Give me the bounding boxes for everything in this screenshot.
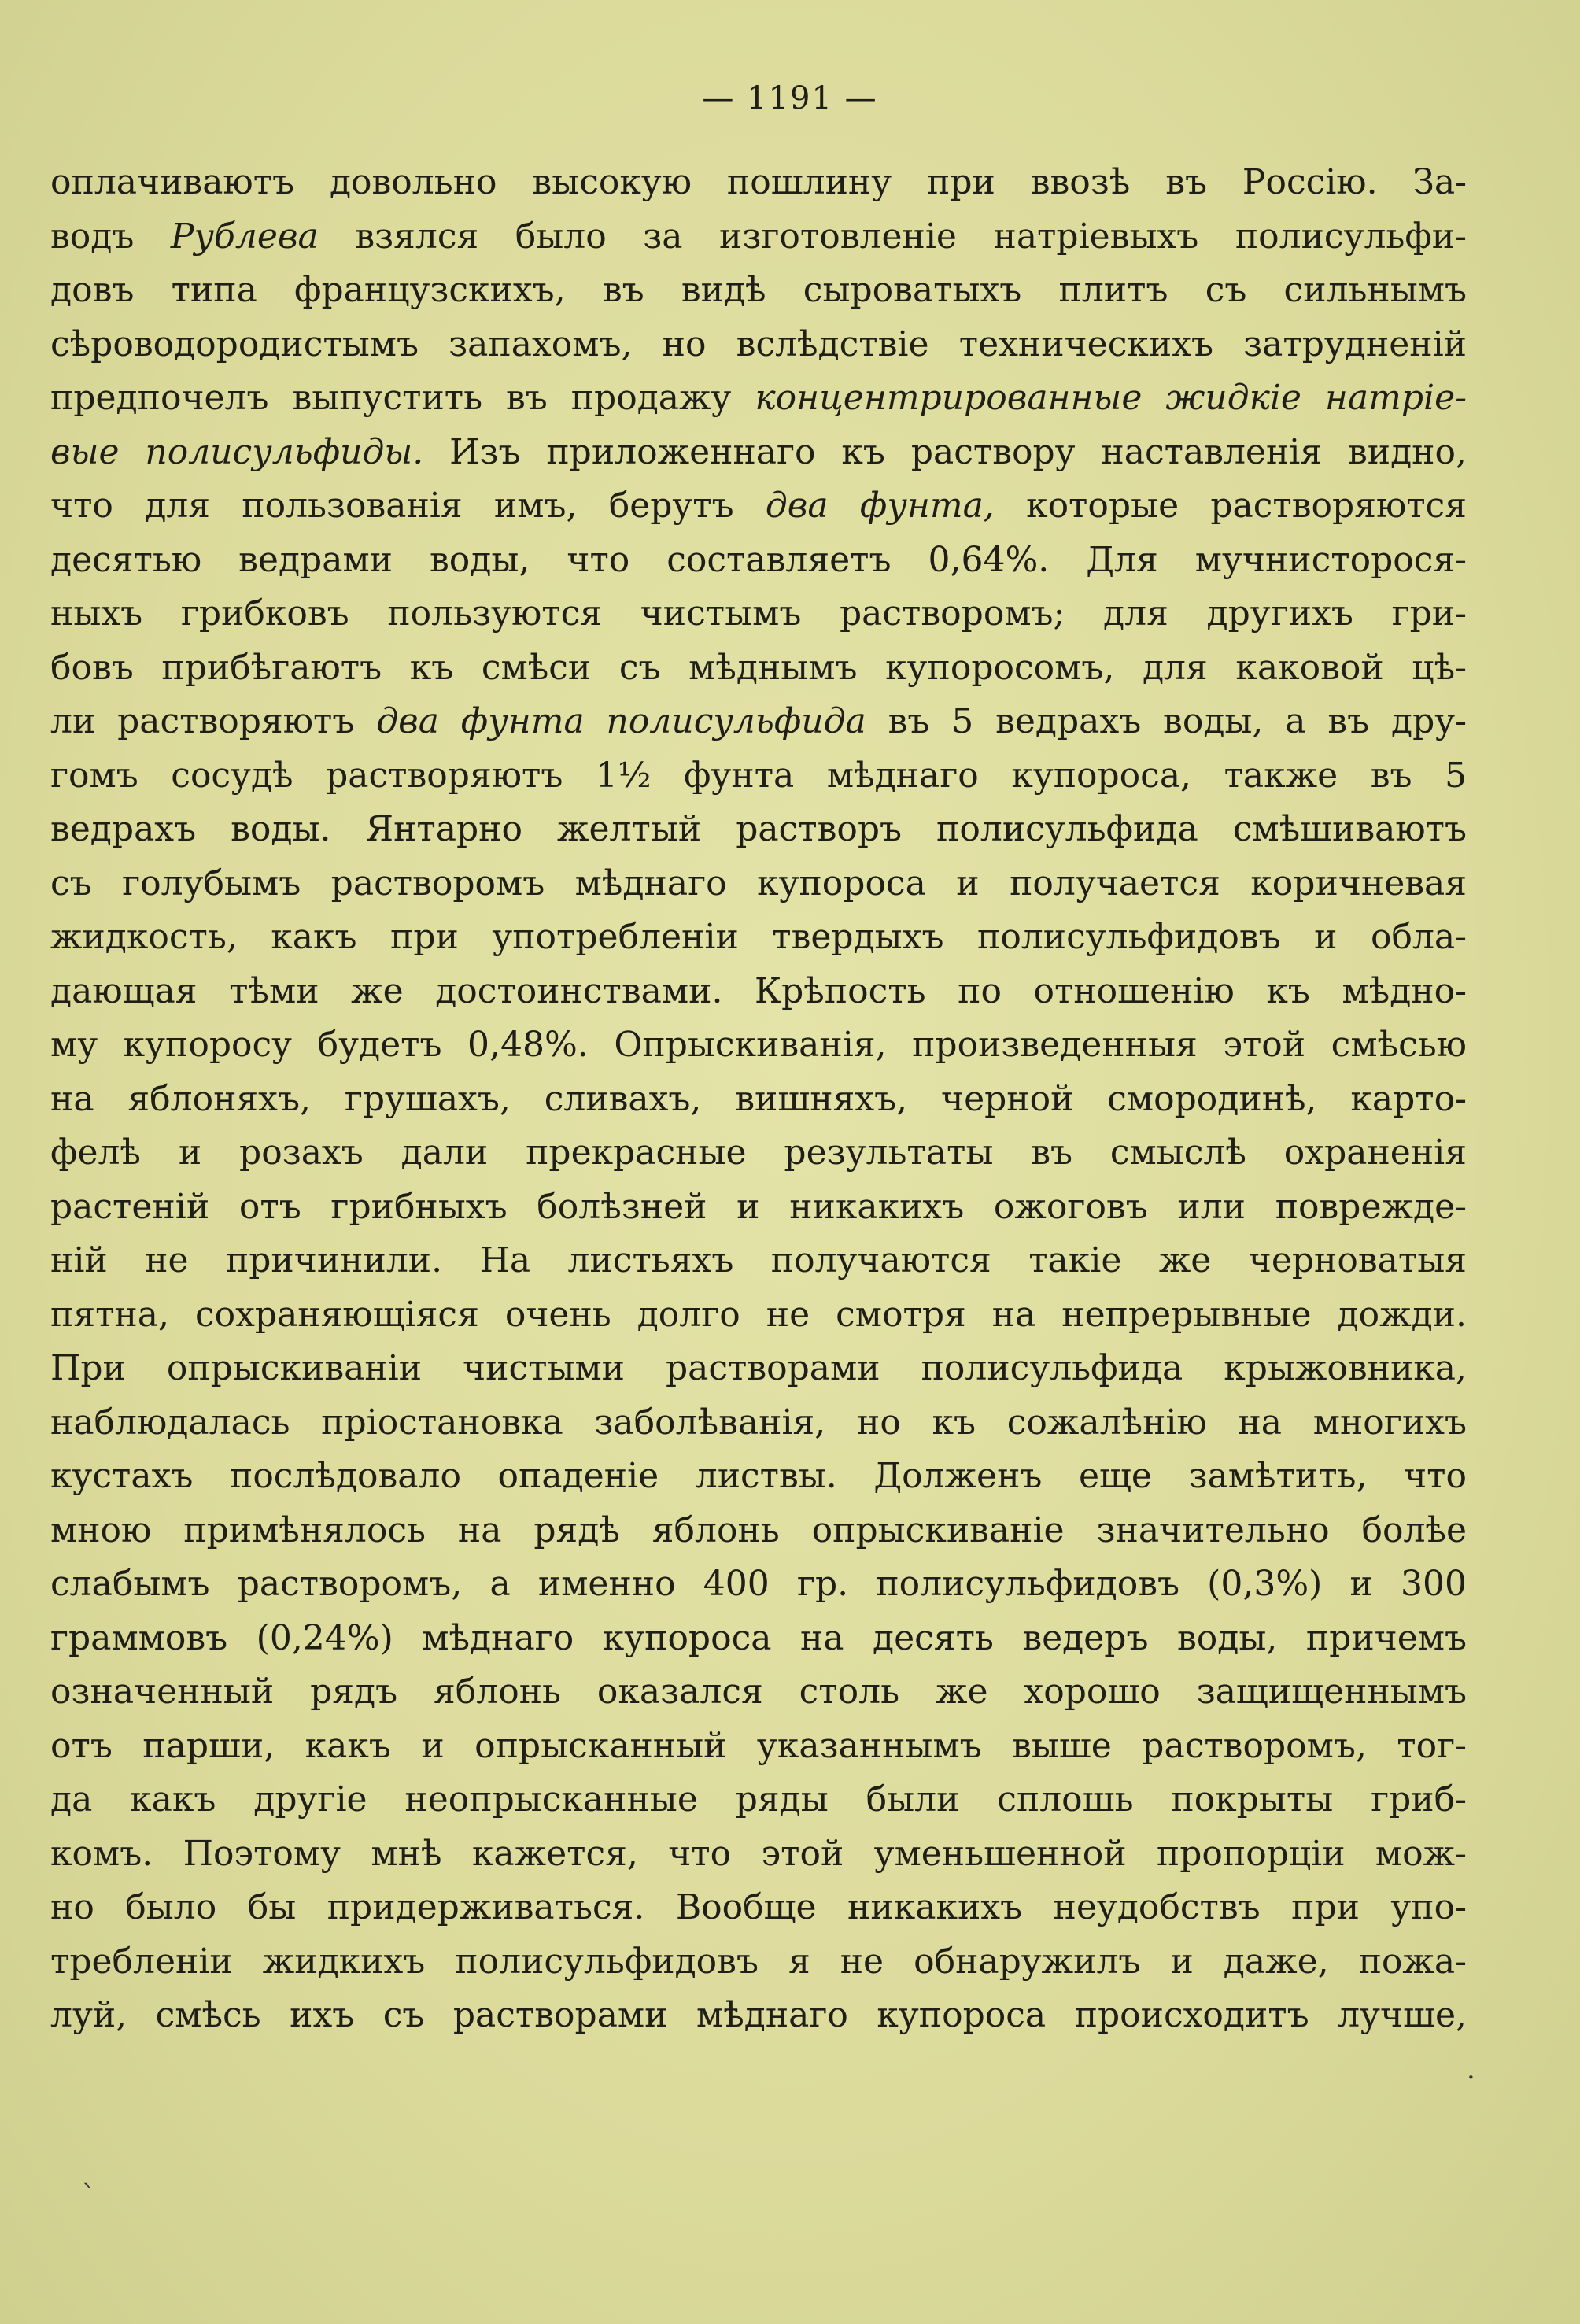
text-line [50,857,1467,911]
text-line [50,1288,1467,1343]
text-line [50,1504,1467,1558]
text-segment: ли растворяютъ [50,701,377,741]
italic-emphasis: концентрированные жидкіе натріе- [755,378,1467,418]
text-line [50,749,1467,804]
text-line [50,1612,1467,1666]
text-segment: мною примѣнялось на рядѣ яблонь опрыскиваніе значительно болѣе [50,1509,1467,1550]
text-line [50,965,1467,1019]
text-segment: ведрахъ воды. Янтарно желтый растворъ полисульфида смѣшиваютъ [50,809,1467,849]
text-line [50,534,1467,588]
text-segment: но было бы придерживаться. Вообще никакихъ неудобствъ при упо- [50,1887,1467,1927]
text-line [50,1073,1467,1127]
text-segment: жидкость, какъ при употребленіи твердыхъ полисульфидовъ и обла- [50,917,1467,957]
text-line [50,803,1467,857]
text-segment: съ голубымъ растворомъ мѣднаго купороса и получается коричневая [50,863,1467,903]
text-line [50,1126,1467,1180]
text-line [50,1180,1467,1235]
text-line [50,587,1467,641]
text-segment: слабымъ растворомъ, а именно 400 гр. полисульфидовъ (0,3%) и 300 [50,1564,1467,1604]
text-line [50,695,1467,749]
text-segment: водъ [50,216,171,257]
text-line [50,1989,1467,2043]
text-segment: оплачиваютъ довольно высокую пошлину при ввозѣ въ Россію. За- [50,162,1467,202]
italic-emphasis: Рублева [170,216,319,257]
italic-emphasis: два фунта, [765,486,995,526]
text-segment: десятью ведрами воды, что составляетъ 0,64%. Для мучнисторося- [50,539,1467,580]
text-line [50,1827,1467,1882]
text-segment: При опрыскиваніи чистыми растворами полисульфида крыжовника, [50,1348,1467,1388]
text-segment: дающая тѣми же достоинствами. Крѣпость по отношенію къ мѣдно- [50,970,1467,1011]
text-segment: растеній отъ грибныхъ болѣзней и никакихъ ожоговъ или поврежде- [50,1186,1467,1227]
text-line [50,1018,1467,1073]
body-text [50,156,1467,2043]
text-line [50,1234,1467,1288]
print-speck: ˋ [82,2180,95,2211]
text-segment: пятна, сохраняющіяся очень долго не смотря на непрерывные дожди. [50,1294,1467,1335]
text-line [50,371,1467,426]
text-line [50,426,1467,480]
italic-emphasis: вые полисульфиды. [50,431,424,472]
text-line [50,911,1467,965]
text-segment: которые растворяются [994,486,1467,526]
text-segment: сѣроводородистымъ запахомъ, но вслѣдствіе техническихъ затрудненій [50,323,1467,364]
text-line [50,1557,1467,1612]
text-segment: ныхъ грибковъ пользуются чистымъ растворомъ; для другихъ гри- [50,593,1467,634]
text-line [50,641,1467,696]
text-segment: граммовъ (0,24%) мѣднаго купороса на десять ведеръ воды, причемъ [50,1617,1467,1658]
text-segment: предпочелъ выпустить въ продажу [50,378,755,418]
text-segment: кустахъ послѣдовало опаденіе листвы. Долженъ еще замѣтить, что [50,1456,1467,1496]
text-line [50,1720,1467,1774]
text-line [50,318,1467,372]
print-speck: · [1467,2062,1475,2093]
text-segment: луй, смѣсь ихъ съ растворами мѣднаго купороса происходитъ лучше, [50,1995,1467,2035]
page-number: — 1191 — [702,80,878,116]
text-segment: взялся было за изготовленіе натріевыхъ полисульфи- [318,216,1467,257]
text-segment: довъ типа французскихъ, въ видѣ сыроватыхъ плитъ съ сильнымъ [50,270,1467,310]
text-segment: фелѣ и розахъ дали прекрасные результаты въ смыслѣ охраненія [50,1132,1467,1173]
text-segment: на яблоняхъ, грушахъ, сливахъ, вишняхъ, черной смородинѣ, карто- [50,1078,1467,1119]
text-segment: въ 5 ведрахъ воды, а въ дру- [866,701,1467,741]
text-segment: означенный рядъ яблонь оказался столь же хорошо защищеннымъ [50,1672,1467,1712]
text-line [50,1665,1467,1720]
text-segment: требленіи жидкихъ полисульфидовъ я не обнаружилъ и даже, пожа- [50,1941,1467,1982]
text-segment: что для пользованія имъ, берутъ [50,486,766,526]
text-line [50,1773,1467,1827]
text-segment: му купоросу будетъ 0,48%. Опрыскиванія, произведенныя этой смѣсью [50,1025,1467,1065]
text-line [50,1396,1467,1450]
text-line [50,156,1467,210]
text-line [50,1935,1467,1990]
text-segment: да какъ другіе неопрысканные ряды были сплошь покрыты гриб- [50,1779,1467,1820]
text-segment: ній не причинили. На листьяхъ получаются такіе же черноватыя [50,1240,1467,1280]
text-line [50,1881,1467,1935]
text-segment: комъ. Поэтому мнѣ кажется, что этой уменьшенной пропорціи мож- [50,1833,1467,1874]
text-segment: гомъ сосудѣ растворяютъ 1½ фунта мѣднаго купороса, также въ 5 [50,755,1467,796]
text-line [50,264,1467,318]
text-segment: наблюдалась пріостановка заболѣванія, но къ сожалѣнію на многихъ [50,1402,1467,1443]
text-segment: отъ парши, какъ и опрысканный указаннымъ выше растворомъ, тог- [50,1725,1467,1766]
text-line [50,479,1467,534]
text-line [50,1342,1467,1396]
text-line [50,1450,1467,1504]
text-segment: бовъ прибѣгаютъ къ смѣси съ мѣднымъ купоросомъ, для каковой цѣ- [50,647,1467,688]
text-line [50,210,1467,264]
italic-emphasis: два фунта полисульфида [376,701,866,741]
text-segment: Изъ приложеннаго къ раствору наставленія видно, [423,431,1467,472]
